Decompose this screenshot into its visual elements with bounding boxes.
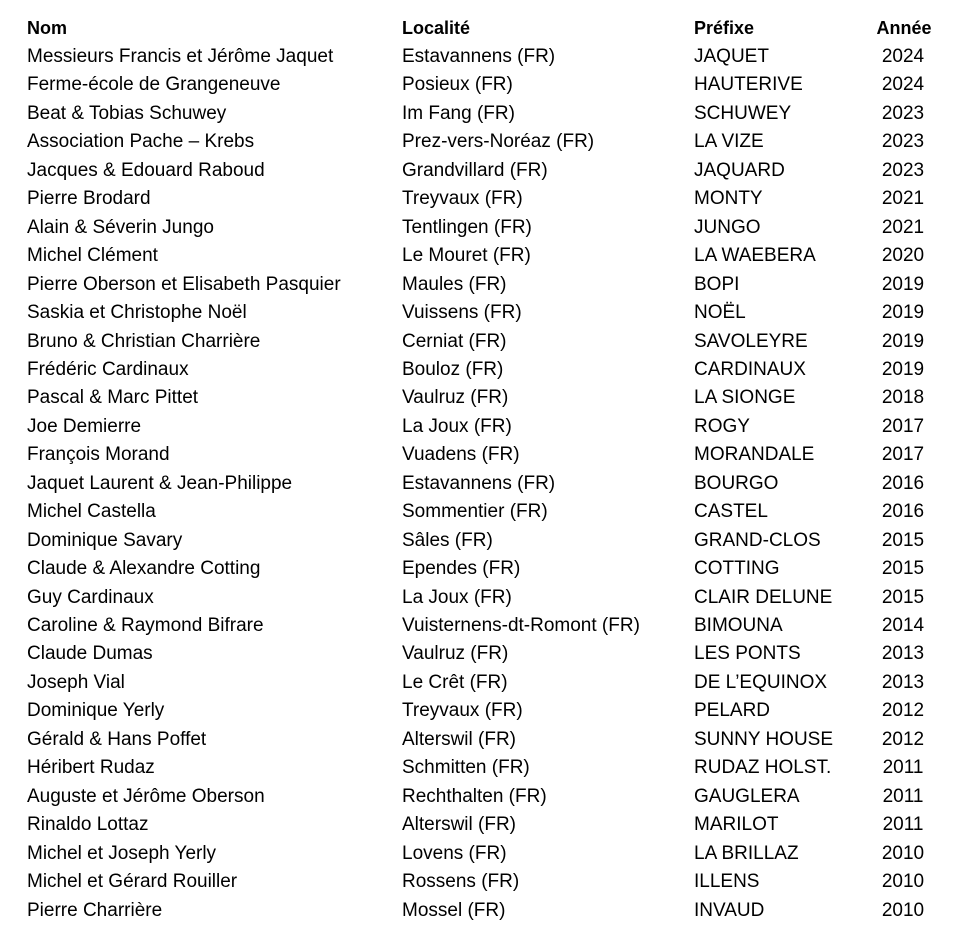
cell-prefixe: RUDAZ HOLST.	[694, 757, 832, 779]
cell-prefixe: JAQUET	[694, 46, 769, 67]
header-localite: Localité	[402, 18, 471, 38]
cell-annee: 2012	[881, 728, 925, 750]
table-header	[0, 14, 961, 42]
cell-prefixe: MORANDALE	[694, 444, 815, 466]
table-row	[0, 897, 961, 925]
table-row	[0, 328, 961, 356]
cell-prefixe: PELARD	[694, 700, 771, 722]
cell-localite: Sâles (FR)	[402, 529, 493, 551]
cell-localite: Vuisternens-dt-Romont (FR)	[402, 615, 640, 636]
cell-localite: Ependes (FR)	[402, 558, 521, 580]
cell-localite: Treyvaux (FR)	[402, 700, 523, 722]
cell-localite: Vuadens (FR)	[402, 444, 520, 466]
cell-nom: Ferme-école de Grangeneuve	[27, 74, 281, 96]
cell-annee: 2017	[881, 444, 925, 466]
table-row	[0, 811, 961, 839]
cell-prefixe: LA VIZE	[694, 131, 764, 153]
cell-localite: Maules (FR)	[402, 273, 507, 295]
table-row	[0, 697, 961, 725]
cell-nom: Jacques & Edouard Raboud	[27, 159, 265, 181]
cell-nom: Gérald & Hans Poffet	[27, 728, 207, 750]
table-row	[0, 185, 961, 213]
cell-localite: Mossel (FR)	[402, 899, 506, 921]
cell-localite: Vaulruz (FR)	[402, 387, 509, 409]
cell-nom: Michel Castella	[27, 501, 156, 523]
header-annee: Année	[876, 18, 932, 38]
table-row	[0, 783, 961, 811]
table-row	[0, 640, 961, 668]
table-row	[0, 754, 961, 782]
cell-prefixe: INVAUD	[694, 899, 765, 921]
cell-prefixe: CASTEL	[694, 501, 768, 523]
cell-prefixe: BOPI	[694, 273, 740, 295]
cell-prefixe: LES PONTS	[694, 643, 801, 665]
cell-prefixe: COTTING	[694, 558, 780, 580]
cell-nom: Claude Dumas	[27, 643, 153, 665]
cell-nom: Rinaldo Lottaz	[27, 814, 149, 836]
cell-localite: Cerniat (FR)	[402, 330, 507, 352]
table-row	[0, 157, 961, 185]
cell-annee: 2015	[881, 558, 925, 580]
cell-localite: Le Crêt (FR)	[402, 671, 508, 693]
table-row	[0, 356, 961, 384]
cell-prefixe: HAUTERIVE	[694, 74, 803, 96]
cell-nom: Joseph Vial	[27, 671, 125, 693]
table-row	[0, 71, 961, 99]
cell-localite: Schmitten (FR)	[402, 757, 530, 779]
cell-annee: 2020	[881, 245, 925, 267]
table-row	[0, 128, 961, 156]
cell-annee: 2023	[881, 131, 925, 153]
cell-annee: 2024	[881, 46, 925, 67]
table-row	[0, 271, 961, 299]
header-nom: Nom	[27, 18, 67, 38]
cell-prefixe: LA BRILLAZ	[694, 842, 799, 864]
cell-prefixe: JUNGO	[694, 216, 761, 238]
table-row	[0, 726, 961, 754]
table-row	[0, 100, 961, 128]
cell-nom: Claude & Alexandre Cotting	[27, 558, 261, 580]
cell-prefixe: MARILOT	[694, 814, 779, 836]
cell-prefixe: DE L’EQUINOX	[694, 671, 828, 693]
table-row	[0, 584, 961, 612]
cell-nom: Association Pache – Krebs	[27, 131, 255, 153]
cell-annee: 2011	[882, 757, 924, 779]
cell-annee: 2016	[881, 501, 925, 523]
cell-annee: 2011	[882, 814, 924, 836]
cell-prefixe: GAUGLERA	[694, 785, 800, 807]
cell-prefixe: MONTY	[694, 188, 763, 210]
cell-localite: Estavannens (FR)	[402, 472, 556, 494]
cell-localite: Bouloz (FR)	[402, 358, 504, 380]
cell-localite: Le Mouret (FR)	[402, 245, 531, 267]
cell-annee: 2019	[881, 302, 925, 324]
cell-nom: Auguste et Jérôme Oberson	[27, 785, 265, 807]
table-row	[0, 384, 961, 412]
cell-nom: Pascal & Marc Pittet	[27, 387, 199, 409]
table-row	[0, 612, 961, 640]
cell-annee: 2017	[881, 415, 925, 437]
cell-annee: 2012	[881, 700, 925, 722]
table-row	[0, 299, 961, 327]
cell-prefixe: SCHUWEY	[694, 102, 792, 124]
table-row	[0, 555, 961, 583]
cell-localite: Alterswil (FR)	[402, 728, 516, 750]
cell-nom: Michel et Joseph Yerly	[27, 842, 217, 864]
cell-annee: 2023	[881, 159, 925, 181]
cell-annee: 2015	[881, 529, 925, 551]
cell-prefixe: SAVOLEYRE	[694, 330, 808, 352]
cell-localite: Grandvillard (FR)	[402, 159, 548, 181]
cell-annee: 2010	[881, 899, 925, 921]
cell-prefixe: BIMOUNA	[694, 615, 783, 636]
cell-annee: 2010	[881, 871, 925, 893]
cell-nom: Alain & Séverin Jungo	[27, 216, 214, 238]
cell-annee: 2021	[881, 216, 925, 238]
cell-prefixe: GRAND-CLOS	[694, 529, 821, 551]
cell-localite: La Joux (FR)	[402, 586, 512, 608]
cell-nom: Pierre Oberson et Elisabeth Pasquier	[27, 273, 341, 295]
cell-nom: Jaquet Laurent & Jean-Philippe	[27, 472, 293, 494]
cell-localite: Alterswil (FR)	[402, 814, 516, 836]
cell-prefixe: ROGY	[694, 415, 750, 437]
cell-nom: Beat & Tobias Schuwey	[27, 102, 227, 124]
cell-nom: Joe Demierre	[27, 415, 142, 437]
table-row	[0, 868, 961, 896]
cell-localite: Posieux (FR)	[402, 74, 513, 96]
cell-nom: Michel et Gérard Rouiller	[27, 871, 238, 893]
cell-annee: 2023	[881, 102, 925, 124]
cell-annee: 2018	[881, 387, 925, 409]
table-row	[0, 669, 961, 697]
cell-nom: Dominique Yerly	[27, 700, 165, 722]
cell-localite: Treyvaux (FR)	[402, 188, 523, 210]
cell-nom: Michel Clément	[27, 245, 158, 267]
cell-prefixe: ILLENS	[694, 871, 760, 893]
cell-annee: 2013	[881, 643, 925, 665]
cell-nom: Caroline & Raymond Bifrare	[27, 615, 264, 636]
cell-nom: Pierre Brodard	[27, 188, 151, 210]
cell-annee: 2010	[881, 842, 925, 864]
cell-nom: Guy Cardinaux	[27, 586, 154, 608]
table-row	[0, 242, 961, 270]
cell-annee: 2013	[881, 671, 925, 693]
table-row	[0, 840, 961, 868]
cell-nom: Saskia et Christophe Noël	[27, 302, 247, 324]
cell-localite: Sommentier (FR)	[402, 501, 548, 523]
cell-localite: La Joux (FR)	[402, 415, 512, 437]
table-row	[0, 470, 961, 498]
table-row	[0, 413, 961, 441]
cell-annee: 2011	[882, 785, 924, 807]
cell-nom: Dominique Savary	[27, 529, 183, 551]
table-row	[0, 43, 961, 71]
cell-prefixe: CARDINAUX	[694, 358, 806, 380]
cell-localite: Vaulruz (FR)	[402, 643, 509, 665]
cell-annee: 2024	[881, 74, 925, 96]
cell-prefixe: CLAIR DELUNE	[694, 586, 833, 608]
cell-annee: 2019	[881, 273, 925, 295]
cell-localite: Estavannens (FR)	[402, 46, 556, 67]
cell-prefixe: BOURGO	[694, 472, 779, 494]
table-row	[0, 441, 961, 469]
cell-localite: Vuissens (FR)	[402, 302, 522, 324]
cell-nom: Messieurs Francis et Jérôme Jaquet	[27, 46, 334, 67]
cell-localite: Rossens (FR)	[402, 871, 520, 893]
table-row	[0, 498, 961, 526]
cell-prefixe: LA WAEBERA	[694, 245, 816, 267]
cell-prefixe: JAQUARD	[694, 159, 785, 181]
cell-localite: Im Fang (FR)	[402, 102, 515, 124]
cell-localite: Lovens (FR)	[402, 842, 507, 864]
cell-localite: Tentlingen (FR)	[402, 216, 532, 238]
cell-annee: 2014	[881, 615, 925, 636]
cell-annee: 2019	[881, 330, 925, 352]
cell-nom: Bruno & Christian Charrière	[27, 330, 261, 352]
cell-annee: 2019	[881, 358, 925, 380]
cell-annee: 2016	[881, 472, 925, 494]
cell-prefixe: SUNNY HOUSE	[694, 728, 834, 750]
cell-annee: 2021	[881, 188, 925, 210]
cell-prefixe: NOËL	[694, 302, 746, 324]
table-row	[0, 527, 961, 555]
cell-prefixe: LA SIONGE	[694, 387, 796, 409]
cell-nom: Frédéric Cardinaux	[27, 358, 189, 380]
cell-nom: François Morand	[27, 444, 170, 466]
header-prefixe: Préfixe	[694, 18, 755, 38]
cell-nom: Pierre Charrière	[27, 899, 163, 921]
cell-localite: Rechthalten (FR)	[402, 785, 547, 807]
cell-localite: Prez-vers-Noréaz (FR)	[402, 131, 595, 153]
table-row	[0, 214, 961, 242]
cell-annee: 2015	[881, 586, 925, 608]
cell-nom: Héribert Rudaz	[27, 757, 155, 779]
